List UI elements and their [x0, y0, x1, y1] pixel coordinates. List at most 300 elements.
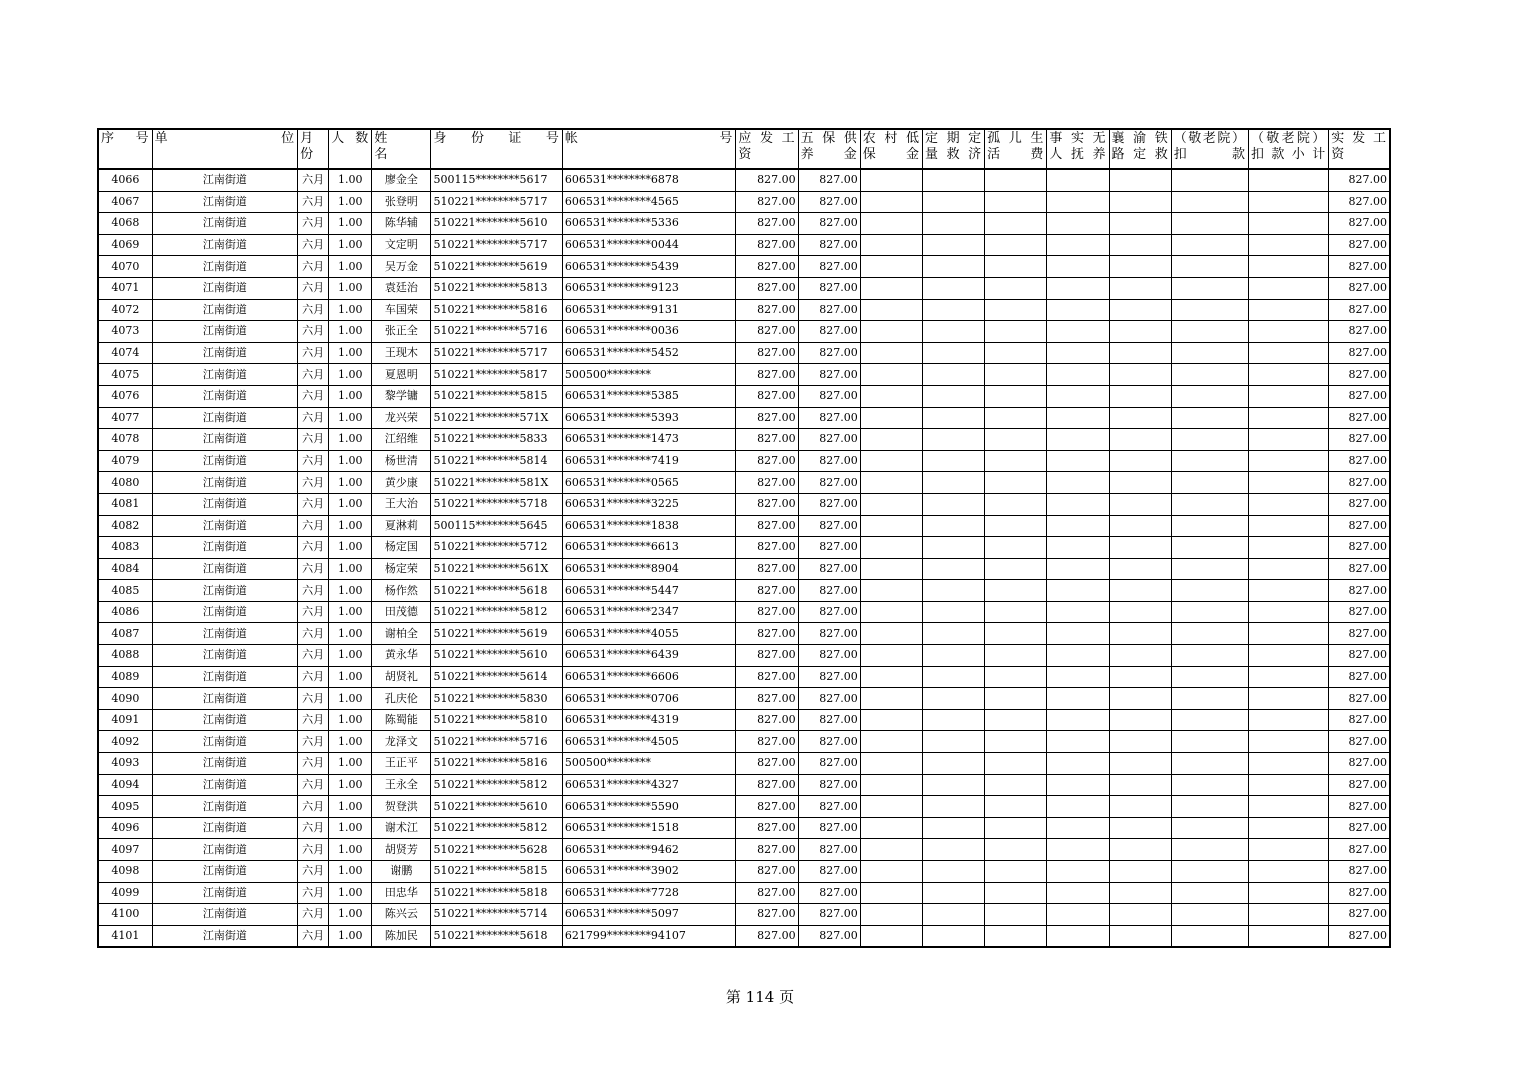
- cell-net: 827.00: [1329, 580, 1390, 602]
- cell-unit: 江南街道: [152, 234, 297, 256]
- cell-name: 王正平: [372, 753, 431, 775]
- cell-e2: [922, 925, 984, 947]
- cell-e2: [922, 537, 984, 559]
- cell-e4: [1047, 450, 1109, 472]
- table-row: [98, 213, 1390, 235]
- table-row: [98, 256, 1390, 278]
- cell-pay: 827.00: [736, 925, 798, 947]
- cell-pay: 827.00: [736, 623, 798, 645]
- cell-net: 827.00: [1329, 601, 1390, 623]
- table-row: [98, 277, 1390, 299]
- cell-unit: 江南街道: [152, 256, 297, 278]
- cell-e7: [1248, 645, 1328, 667]
- cell-e1: [860, 796, 922, 818]
- cell-e3: [985, 839, 1047, 861]
- cell-e1: [860, 493, 922, 515]
- cell-e5: [1109, 580, 1171, 602]
- cell-month: 六月: [298, 385, 329, 407]
- cell-id: 510221********5618: [431, 580, 562, 602]
- cell-net: 827.00: [1329, 753, 1390, 775]
- cell-e2: [922, 429, 984, 451]
- cell-count: 1.00: [329, 731, 372, 753]
- cell-acct: 606531********5393: [562, 407, 736, 429]
- cell-net: 827.00: [1329, 429, 1390, 451]
- cell-id: 510221********5812: [431, 817, 562, 839]
- cell-month: 六月: [298, 666, 329, 688]
- cell-acct: 606531********3225: [562, 493, 736, 515]
- cell-name: 杨定国: [372, 537, 431, 559]
- table-row: [98, 558, 1390, 580]
- cell-e2: [922, 796, 984, 818]
- cell-pay: 827.00: [736, 774, 798, 796]
- cell-no: 4096: [98, 817, 152, 839]
- column-header: 定 期 定 量 救 济: [922, 129, 984, 169]
- cell-net: 827.00: [1329, 277, 1390, 299]
- cell-wubao: 827.00: [798, 299, 860, 321]
- cell-e5: [1109, 839, 1171, 861]
- column-header: 应 发 工 资: [736, 129, 798, 169]
- cell-e5: [1109, 817, 1171, 839]
- cell-e2: [922, 169, 984, 191]
- cell-e2: [922, 213, 984, 235]
- cell-e7: [1248, 169, 1328, 191]
- cell-no: 4080: [98, 472, 152, 494]
- cell-e2: [922, 256, 984, 278]
- cell-net: 827.00: [1329, 817, 1390, 839]
- cell-e5: [1109, 558, 1171, 580]
- cell-unit: 江南街道: [152, 493, 297, 515]
- cell-net: 827.00: [1329, 709, 1390, 731]
- cell-e3: [985, 450, 1047, 472]
- cell-e4: [1047, 904, 1109, 926]
- cell-name: 龙泽文: [372, 731, 431, 753]
- cell-e1: [860, 364, 922, 386]
- cell-e6: [1171, 493, 1248, 515]
- cell-e7: [1248, 753, 1328, 775]
- cell-id: 510221********5810: [431, 709, 562, 731]
- cell-name: 江绍维: [372, 429, 431, 451]
- cell-e3: [985, 666, 1047, 688]
- cell-id: 510221********5716: [431, 731, 562, 753]
- cell-e2: [922, 774, 984, 796]
- cell-e2: [922, 558, 984, 580]
- cell-count: 1.00: [329, 839, 372, 861]
- cell-no: 4073: [98, 321, 152, 343]
- column-header: 襄 渝 铁 路 定 救: [1109, 129, 1171, 169]
- cell-count: 1.00: [329, 817, 372, 839]
- cell-month: 六月: [298, 321, 329, 343]
- cell-name: 廖金全: [372, 169, 431, 191]
- cell-wubao: 827.00: [798, 321, 860, 343]
- cell-e2: [922, 882, 984, 904]
- cell-e1: [860, 904, 922, 926]
- cell-acct: 606531********4505: [562, 731, 736, 753]
- cell-no: 4094: [98, 774, 152, 796]
- cell-e3: [985, 169, 1047, 191]
- cell-e6: [1171, 753, 1248, 775]
- cell-e3: [985, 623, 1047, 645]
- cell-acct: 606531********1518: [562, 817, 736, 839]
- header-row: [98, 129, 1390, 169]
- cell-e6: [1171, 645, 1248, 667]
- cell-no: 4082: [98, 515, 152, 537]
- cell-name: 陈蜀能: [372, 709, 431, 731]
- table-row: [98, 839, 1390, 861]
- cell-net: 827.00: [1329, 861, 1390, 883]
- cell-id: 510221********5717: [431, 234, 562, 256]
- cell-month: 六月: [298, 839, 329, 861]
- cell-id: 510221********5619: [431, 623, 562, 645]
- cell-e4: [1047, 796, 1109, 818]
- cell-net: 827.00: [1329, 385, 1390, 407]
- cell-pay: 827.00: [736, 558, 798, 580]
- cell-pay: 827.00: [736, 666, 798, 688]
- cell-e1: [860, 342, 922, 364]
- cell-e2: [922, 321, 984, 343]
- cell-e5: [1109, 904, 1171, 926]
- cell-name: 黄少康: [372, 472, 431, 494]
- cell-acct: 606531********4565: [562, 191, 736, 213]
- cell-net: 827.00: [1329, 234, 1390, 256]
- cell-wubao: 827.00: [798, 537, 860, 559]
- cell-unit: 江南街道: [152, 666, 297, 688]
- cell-e2: [922, 666, 984, 688]
- column-header: 孤 儿 生 活 费: [985, 129, 1047, 169]
- cell-unit: 江南街道: [152, 623, 297, 645]
- cell-e3: [985, 537, 1047, 559]
- cell-e5: [1109, 450, 1171, 472]
- cell-month: 六月: [298, 472, 329, 494]
- cell-e3: [985, 796, 1047, 818]
- cell-pay: 827.00: [736, 429, 798, 451]
- cell-e7: [1248, 277, 1328, 299]
- cell-name: 谢鹏: [372, 861, 431, 883]
- cell-id: 510221********5812: [431, 601, 562, 623]
- cell-name: 陈华辅: [372, 213, 431, 235]
- cell-acct: 606531********0565: [562, 472, 736, 494]
- table-row: [98, 623, 1390, 645]
- cell-e6: [1171, 364, 1248, 386]
- cell-e6: [1171, 407, 1248, 429]
- cell-e1: [860, 817, 922, 839]
- cell-unit: 江南街道: [152, 385, 297, 407]
- cell-count: 1.00: [329, 774, 372, 796]
- cell-e4: [1047, 191, 1109, 213]
- cell-e6: [1171, 537, 1248, 559]
- cell-e5: [1109, 213, 1171, 235]
- cell-wubao: 827.00: [798, 666, 860, 688]
- cell-pay: 827.00: [736, 256, 798, 278]
- cell-e7: [1248, 429, 1328, 451]
- cell-net: 827.00: [1329, 169, 1390, 191]
- cell-e7: [1248, 925, 1328, 947]
- cell-unit: 江南街道: [152, 796, 297, 818]
- cell-net: 827.00: [1329, 925, 1390, 947]
- cell-count: 1.00: [329, 925, 372, 947]
- cell-e2: [922, 601, 984, 623]
- cell-e1: [860, 709, 922, 731]
- cell-unit: 江南街道: [152, 277, 297, 299]
- cell-e5: [1109, 731, 1171, 753]
- cell-id: 510221********5818: [431, 882, 562, 904]
- cell-e3: [985, 429, 1047, 451]
- table-row: [98, 601, 1390, 623]
- cell-e6: [1171, 191, 1248, 213]
- cell-e6: [1171, 256, 1248, 278]
- cell-no: 4067: [98, 191, 152, 213]
- cell-no: 4074: [98, 342, 152, 364]
- cell-count: 1.00: [329, 472, 372, 494]
- cell-id: 510221********5815: [431, 385, 562, 407]
- cell-e6: [1171, 623, 1248, 645]
- cell-id: 510221********5614: [431, 666, 562, 688]
- cell-e4: [1047, 256, 1109, 278]
- cell-e5: [1109, 169, 1171, 191]
- cell-name: 王现木: [372, 342, 431, 364]
- cell-acct: 606531********9131: [562, 299, 736, 321]
- cell-e1: [860, 601, 922, 623]
- cell-no: 4077: [98, 407, 152, 429]
- cell-e5: [1109, 256, 1171, 278]
- cell-name: 龙兴荣: [372, 407, 431, 429]
- cell-e1: [860, 191, 922, 213]
- cell-pay: 827.00: [736, 234, 798, 256]
- cell-month: 六月: [298, 256, 329, 278]
- cell-pay: 827.00: [736, 839, 798, 861]
- cell-pay: 827.00: [736, 321, 798, 343]
- table-row: [98, 688, 1390, 710]
- cell-e5: [1109, 774, 1171, 796]
- cell-acct: 606531********4327: [562, 774, 736, 796]
- cell-no: 4085: [98, 580, 152, 602]
- cell-month: 六月: [298, 450, 329, 472]
- column-header: 姓 名: [372, 129, 431, 169]
- cell-acct: 606531********5452: [562, 342, 736, 364]
- cell-id: 510221********5618: [431, 925, 562, 947]
- cell-e1: [860, 580, 922, 602]
- cell-e3: [985, 645, 1047, 667]
- cell-count: 1.00: [329, 623, 372, 645]
- cell-e1: [860, 429, 922, 451]
- cell-e4: [1047, 429, 1109, 451]
- cell-e4: [1047, 623, 1109, 645]
- cell-e7: [1248, 234, 1328, 256]
- cell-e6: [1171, 321, 1248, 343]
- cell-acct: 606531********5336: [562, 213, 736, 235]
- cell-name: 夏淋莉: [372, 515, 431, 537]
- cell-name: 黎学镛: [372, 385, 431, 407]
- cell-net: 827.00: [1329, 407, 1390, 429]
- cell-unit: 江南街道: [152, 364, 297, 386]
- cell-wubao: 827.00: [798, 882, 860, 904]
- table-row: [98, 299, 1390, 321]
- cell-e7: [1248, 342, 1328, 364]
- cell-id: 510221********5812: [431, 774, 562, 796]
- cell-acct: 606531********7419: [562, 450, 736, 472]
- table-row: [98, 580, 1390, 602]
- cell-e6: [1171, 580, 1248, 602]
- cell-e1: [860, 753, 922, 775]
- cell-no: 4078: [98, 429, 152, 451]
- cell-count: 1.00: [329, 429, 372, 451]
- cell-wubao: 827.00: [798, 904, 860, 926]
- cell-month: 六月: [298, 580, 329, 602]
- cell-unit: 江南街道: [152, 601, 297, 623]
- table-row: [98, 450, 1390, 472]
- cell-e2: [922, 385, 984, 407]
- cell-unit: 江南街道: [152, 191, 297, 213]
- cell-no: 4100: [98, 904, 152, 926]
- cell-wubao: 827.00: [798, 450, 860, 472]
- cell-month: 六月: [298, 364, 329, 386]
- cell-e5: [1109, 407, 1171, 429]
- cell-wubao: 827.00: [798, 407, 860, 429]
- cell-e3: [985, 904, 1047, 926]
- cell-month: 六月: [298, 774, 329, 796]
- cell-e6: [1171, 515, 1248, 537]
- cell-unit: 江南街道: [152, 774, 297, 796]
- cell-no: 4066: [98, 169, 152, 191]
- cell-name: 夏恩明: [372, 364, 431, 386]
- cell-count: 1.00: [329, 645, 372, 667]
- cell-e7: [1248, 623, 1328, 645]
- cell-name: 谢柏全: [372, 623, 431, 645]
- cell-e1: [860, 645, 922, 667]
- cell-id: 510221********5717: [431, 342, 562, 364]
- cell-id: 510221********5833: [431, 429, 562, 451]
- cell-e6: [1171, 709, 1248, 731]
- table-row: [98, 515, 1390, 537]
- cell-e4: [1047, 753, 1109, 775]
- cell-count: 1.00: [329, 601, 372, 623]
- cell-e2: [922, 623, 984, 645]
- cell-e4: [1047, 666, 1109, 688]
- cell-unit: 江南街道: [152, 429, 297, 451]
- cell-acct: 606531********9123: [562, 277, 736, 299]
- cell-e3: [985, 191, 1047, 213]
- cell-month: 六月: [298, 558, 329, 580]
- cell-wubao: 827.00: [798, 817, 860, 839]
- cell-e7: [1248, 839, 1328, 861]
- table-row: [98, 709, 1390, 731]
- cell-month: 六月: [298, 169, 329, 191]
- cell-e5: [1109, 537, 1171, 559]
- cell-name: 王永全: [372, 774, 431, 796]
- cell-id: 510221********5714: [431, 904, 562, 926]
- cell-no: 4091: [98, 709, 152, 731]
- cell-e4: [1047, 515, 1109, 537]
- cell-pay: 827.00: [736, 796, 798, 818]
- cell-e7: [1248, 385, 1328, 407]
- cell-e4: [1047, 861, 1109, 883]
- cell-acct: 500500********: [562, 364, 736, 386]
- cell-no: 4093: [98, 753, 152, 775]
- cell-e2: [922, 493, 984, 515]
- cell-e5: [1109, 277, 1171, 299]
- cell-e3: [985, 213, 1047, 235]
- cell-e1: [860, 882, 922, 904]
- cell-e2: [922, 450, 984, 472]
- cell-count: 1.00: [329, 558, 372, 580]
- cell-e3: [985, 731, 1047, 753]
- cell-pay: 827.00: [736, 407, 798, 429]
- cell-name: 杨作然: [372, 580, 431, 602]
- cell-id: 510221********571X: [431, 407, 562, 429]
- cell-e2: [922, 839, 984, 861]
- cell-unit: 江南街道: [152, 407, 297, 429]
- cell-e5: [1109, 342, 1171, 364]
- cell-e7: [1248, 407, 1328, 429]
- cell-acct: 606531********3902: [562, 861, 736, 883]
- cell-e3: [985, 364, 1047, 386]
- cell-e7: [1248, 796, 1328, 818]
- cell-e3: [985, 774, 1047, 796]
- table-body: [98, 169, 1390, 947]
- cell-e3: [985, 321, 1047, 343]
- cell-e3: [985, 558, 1047, 580]
- cell-pay: 827.00: [736, 688, 798, 710]
- cell-e6: [1171, 839, 1248, 861]
- cell-unit: 江南街道: [152, 472, 297, 494]
- cell-name: 田忠华: [372, 882, 431, 904]
- cell-net: 827.00: [1329, 774, 1390, 796]
- cell-net: 827.00: [1329, 191, 1390, 213]
- cell-e6: [1171, 234, 1248, 256]
- cell-e1: [860, 234, 922, 256]
- cell-no: 4087: [98, 623, 152, 645]
- table-row: [98, 882, 1390, 904]
- cell-pay: 827.00: [736, 450, 798, 472]
- cell-count: 1.00: [329, 299, 372, 321]
- cell-pay: 827.00: [736, 385, 798, 407]
- cell-e7: [1248, 882, 1328, 904]
- cell-net: 827.00: [1329, 558, 1390, 580]
- cell-acct: 606531********5590: [562, 796, 736, 818]
- cell-wubao: 827.00: [798, 796, 860, 818]
- cell-no: 4084: [98, 558, 152, 580]
- cell-acct: 606531********0036: [562, 321, 736, 343]
- cell-name: 张登明: [372, 191, 431, 213]
- cell-e7: [1248, 256, 1328, 278]
- cell-wubao: 827.00: [798, 580, 860, 602]
- cell-e3: [985, 580, 1047, 602]
- cell-e6: [1171, 861, 1248, 883]
- cell-unit: 江南街道: [152, 515, 297, 537]
- column-header: 五 保 供 养 金: [798, 129, 860, 169]
- cell-acct: 606531********8904: [562, 558, 736, 580]
- cell-acct: 621799********94107: [562, 925, 736, 947]
- cell-e1: [860, 558, 922, 580]
- cell-net: 827.00: [1329, 839, 1390, 861]
- column-header: 人 数: [329, 129, 372, 169]
- cell-month: 六月: [298, 493, 329, 515]
- cell-name: 杨世清: [372, 450, 431, 472]
- cell-e1: [860, 623, 922, 645]
- table-row: [98, 796, 1390, 818]
- cell-e2: [922, 688, 984, 710]
- cell-wubao: 827.00: [798, 169, 860, 191]
- cell-pay: 827.00: [736, 817, 798, 839]
- cell-no: 4075: [98, 364, 152, 386]
- cell-net: 827.00: [1329, 299, 1390, 321]
- cell-e2: [922, 472, 984, 494]
- cell-e7: [1248, 904, 1328, 926]
- cell-e7: [1248, 472, 1328, 494]
- cell-count: 1.00: [329, 385, 372, 407]
- cell-e1: [860, 666, 922, 688]
- cell-pay: 827.00: [736, 904, 798, 926]
- cell-acct: 606531********5385: [562, 385, 736, 407]
